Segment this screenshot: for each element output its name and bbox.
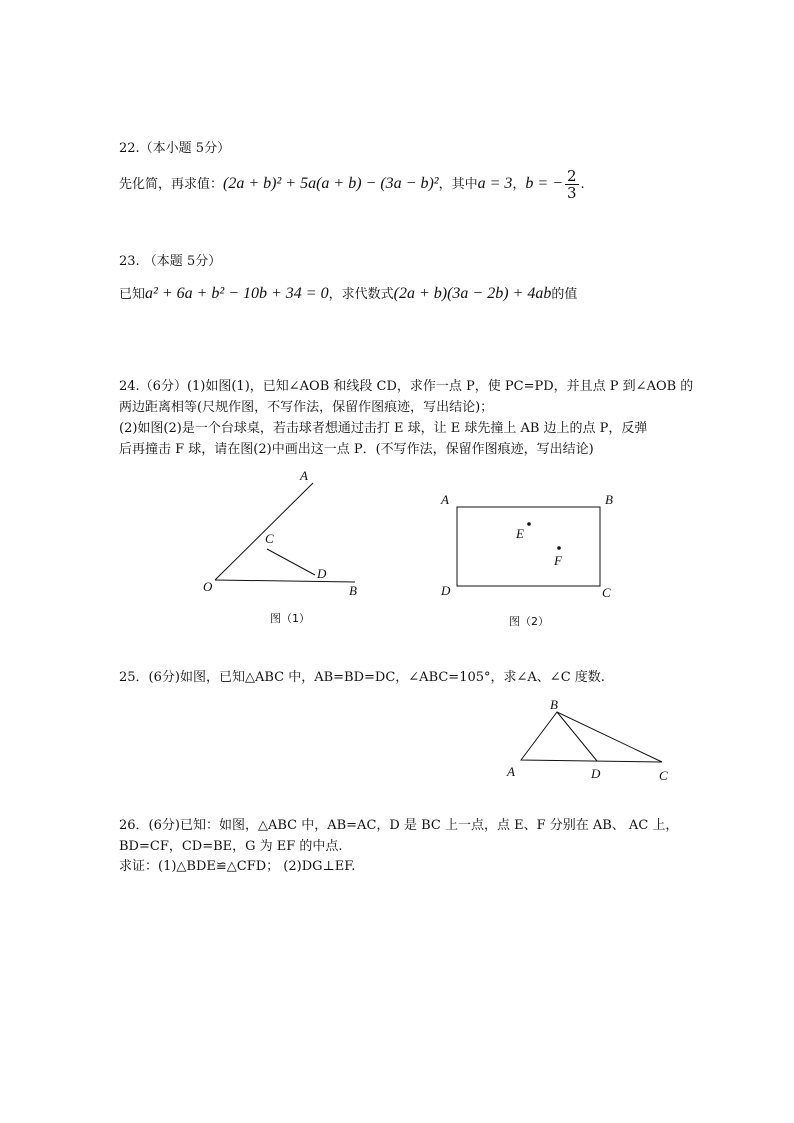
q23-equation: a² + 6a + b² − 10b + 34 = 0 [145, 285, 329, 302]
q23-suffix: 的值 [551, 287, 578, 302]
q22-frac-den: 3 [566, 184, 577, 202]
fig1-label-a: A [300, 468, 308, 483]
q25-label-a: A [507, 764, 515, 779]
q22-cond-b: b = − [525, 175, 563, 192]
q23-middle: ，求代数式 [328, 287, 394, 302]
q22-end: . [580, 177, 585, 192]
q26-line1: 26．(6分)已知：如图，△ABC 中，AB=AC，D 是 BC 上一点，点 E、F 分别在 AB、 AC 上， [119, 818, 679, 833]
segment-cd [267, 549, 315, 575]
q22-header: 22.（本小题 5分） [119, 141, 231, 156]
fig2-label-f: F [554, 553, 562, 568]
fig2-label-d: D [441, 583, 451, 598]
q24-line4: 后再撞击 F 球，请在图(2)中画出这一点 P．(不写作法，保留作图痕迹，写出结论) [119, 442, 594, 457]
fig2-caption: 图（2） [509, 615, 549, 628]
q24-line3: (2)如图(2)是一个台球桌，若击球者想通过击打 E 球，让 E 球先撞上 AB 边上的点 P，反弹 [119, 421, 648, 436]
q23-body [119, 284, 577, 305]
fig1-label-o: O [203, 579, 213, 594]
fig2-label-e: E [516, 526, 524, 541]
q26-line3: 求证：(1)△BDE≌△CFD； (2)DG⊥EF. [119, 859, 356, 874]
q22-prefix: 先化简，再求值： [119, 177, 224, 192]
q22-expression: (2a + b)² + 5a(a + b) − (3a − b)² [223, 175, 439, 192]
q23-header: 23. （本题 5分） [119, 254, 222, 269]
q24-line2: 两边距离相等(尺规作图，不写作法，保留作图痕迹，写出结论)； [119, 400, 494, 415]
ball-f [557, 546, 561, 550]
q25-label-d: D [591, 766, 601, 781]
fig1-label-b: B [349, 583, 357, 598]
ball-e [527, 522, 531, 526]
billiard-table [457, 507, 600, 586]
fig2-label-a: A [441, 492, 449, 507]
q26-line2: BD=CF，CD=BE，G 为 EF 的中点. [119, 839, 343, 854]
q25-label-b: B [550, 697, 558, 712]
figure-1 [195, 465, 375, 630]
ray-ob [215, 580, 355, 582]
segment-bd [557, 712, 597, 761]
q22-sep: ， [512, 177, 526, 192]
q22-fraction [565, 168, 579, 201]
q22-body [119, 168, 585, 204]
figure-2 [435, 488, 625, 633]
fig2-label-c: C [602, 585, 611, 600]
q23-expression: (2a + b)(3a − 2b) + 4ab [393, 285, 552, 302]
q25-label-c: C [659, 768, 668, 783]
q22-cond-a: a = 3 [477, 175, 513, 192]
fig1-label-d: D [317, 566, 327, 581]
q22-frac-num: 2 [566, 167, 577, 185]
q25-text: 25．(6分)如图，已知△ABC 中，AB=BD=DC，∠ABC=105°，求∠A、∠C 度数. [119, 670, 605, 685]
figure-q25 [500, 693, 680, 788]
q24-line1: 24.（6分）(1)如图(1)，已知∠AOB 和线段 CD，求作一点 P，使 PC=PD，并且点 P 到∠AOB 的 [119, 379, 694, 394]
q22-mid: ，其中 [438, 177, 478, 192]
fig2-label-b: B [605, 492, 613, 507]
fig1-caption: 图（1） [270, 612, 310, 625]
q23-prefix: 已知 [119, 287, 146, 302]
fig1-label-c: C [265, 531, 274, 546]
